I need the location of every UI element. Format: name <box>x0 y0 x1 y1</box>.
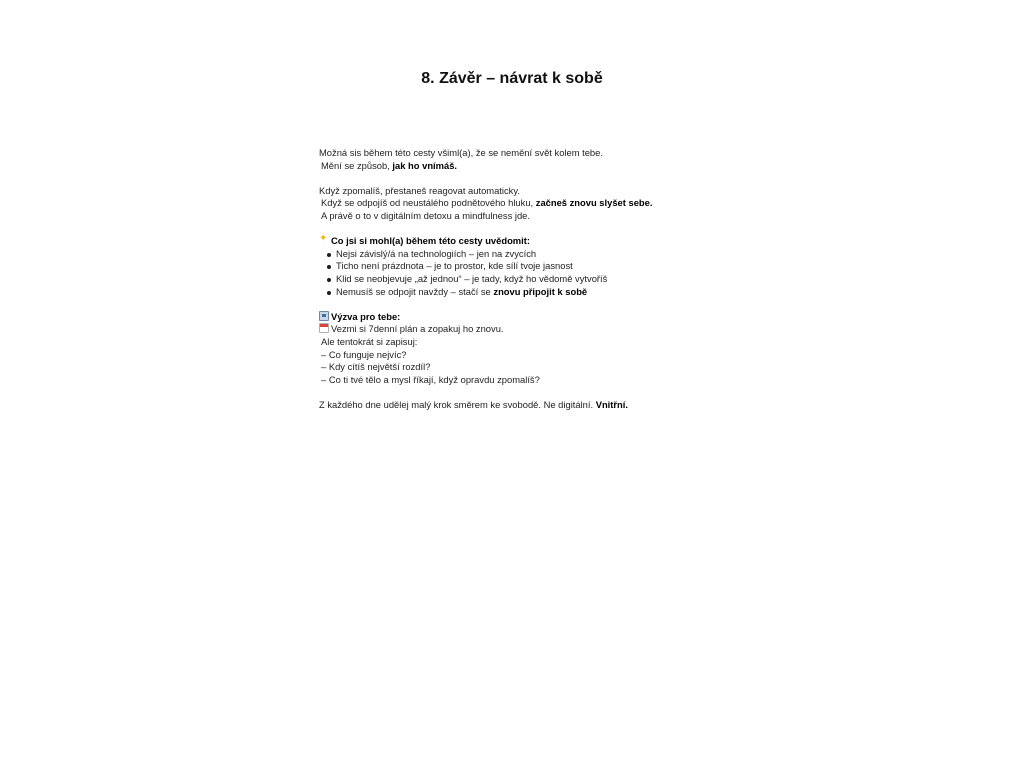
challenge-question: – Co ti tvé tělo a mysl říkají, když opravdu zpomalíš? <box>321 373 540 385</box>
spacer <box>319 386 739 399</box>
list-item-text: Ticho není prázdnota – je to prostor, kde sílí tvoje jasnost <box>336 260 573 272</box>
list-item <box>325 260 739 273</box>
realizations-list <box>319 248 739 298</box>
realizations-heading <box>319 235 739 248</box>
challenge-question: – Kdy cítíš největší rozdíl? <box>321 361 431 373</box>
challenge-heading <box>319 311 739 324</box>
slowdown-line-2 <box>319 197 739 210</box>
list-item-text: Klid se neobjevuje „až jednou“ – je tady, když ho vědomě vytvoříš <box>336 272 608 284</box>
spacer <box>319 172 739 185</box>
intro-line-2 <box>319 160 739 173</box>
list-item <box>325 273 739 286</box>
list-item-bold: znovu připojit k sobě <box>493 285 588 297</box>
sparkle-icon <box>319 235 329 245</box>
list-item-text: Nejsi závislý/á na technologiích – jen na zvycích <box>336 247 537 259</box>
slowdown-line-2-bold: začneš znovu slyšet sebe. <box>535 197 653 209</box>
intro-line-1: Možná sis během této cesty všiml(a), že se nemění svět kolem tebe. <box>319 147 603 158</box>
challenge-line-2: Ale tentokrát si zapisuj: <box>321 335 418 347</box>
calendar-icon <box>319 323 329 333</box>
slowdown-line-1: Když zpomalíš, přestaneš reagovat automaticky. <box>319 184 520 196</box>
closing-line <box>319 399 739 412</box>
closing-text: Z každého dne udělej malý krok směrem ke svobodě. Ne digitální. <box>319 398 596 410</box>
bullet-icon <box>327 253 331 257</box>
page-title: 8. Závěr – návrat k sobě <box>421 70 603 87</box>
list-item <box>325 248 739 261</box>
inbox-icon <box>319 311 329 321</box>
slowdown-line-2-text: Když se odpojíš od neustálého podnětového hluku, <box>321 197 536 209</box>
challenge-line-1-text: Vezmi si 7denní plán a zopakuj ho znovu. <box>331 323 504 335</box>
spacer <box>319 298 739 311</box>
challenge-question: – Co funguje nejvíc? <box>321 348 407 360</box>
slowdown-line-3: A právě o to v digitálním detoxu a mindfulness jde. <box>321 209 530 221</box>
bullet-icon <box>327 265 331 269</box>
spacer <box>319 223 739 236</box>
list-item-text: Nemusíš se odpojit navždy – stačí se <box>336 285 494 297</box>
article-body <box>319 147 739 411</box>
list-item <box>325 286 739 299</box>
bullet-icon <box>327 291 331 295</box>
intro-line-2-text: Mění se způsob, <box>321 159 393 171</box>
closing-bold: Vnitřní. <box>595 398 628 410</box>
challenge-heading-text: Výzva pro tebe: <box>331 310 401 322</box>
realizations-heading-text: Co jsi si mohl(a) během této cesty uvědomit: <box>331 235 530 247</box>
challenge-line-1 <box>319 323 739 336</box>
bullet-icon <box>327 278 331 282</box>
intro-line-2-bold: jak ho vnímáš. <box>392 159 458 171</box>
